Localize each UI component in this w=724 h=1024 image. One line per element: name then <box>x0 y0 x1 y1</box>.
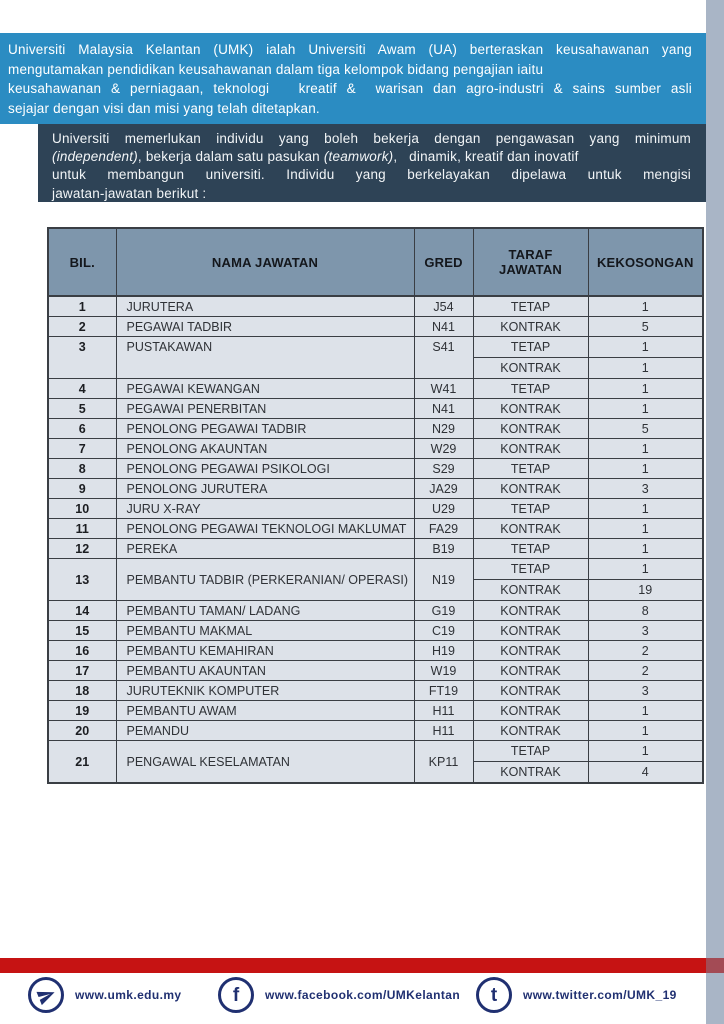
cell-taraf: TETAP <box>473 379 588 399</box>
column-header: TARAF JAWATAN <box>473 228 588 296</box>
cell-nama: PEMBANTU KEMAHIRAN <box>116 641 414 661</box>
table-row <box>48 519 703 539</box>
cell-nama: PEMBANTU AKAUNTAN <box>116 661 414 681</box>
footer-link-label: www.facebook.com/UMKelantan <box>265 988 461 1002</box>
footer-link-label: www.umk.edu.my <box>75 988 182 1002</box>
table-row <box>48 419 703 439</box>
cell-bil: 15 <box>48 621 116 641</box>
twitter-icon: t <box>476 977 512 1013</box>
cell-nama: PENOLONG PEGAWAI PSIKOLOGI <box>116 459 414 479</box>
cell-gred: C19 <box>414 621 473 641</box>
requirement-note-line: (independent), bekerja dalam satu pasukan (teamwork), dinamik, kreatif dan inovatif <box>52 149 579 165</box>
cell-bil: 1 <box>48 296 116 317</box>
footer-link[interactable] <box>476 977 677 1013</box>
cell-bil: 19 <box>48 701 116 721</box>
cell-taraf: TETAP <box>473 499 588 519</box>
table-row <box>48 439 703 459</box>
footer-link-label: www.twitter.com/UMK_19 <box>523 988 677 1002</box>
cell-kekosongan: 5 <box>588 419 703 439</box>
cell-bil: 16 <box>48 641 116 661</box>
column-header: BIL. <box>48 228 116 296</box>
table-row <box>48 601 703 621</box>
cell-gred: W29 <box>414 439 473 459</box>
cell-kekosongan: 1 <box>588 399 703 419</box>
cell-gred: U29 <box>414 499 473 519</box>
cell-taraf: KONTRAK <box>473 601 588 621</box>
cell-bil: 8 <box>48 459 116 479</box>
cell-bil: 2 <box>48 317 116 337</box>
requirement-note-line: untuk membangun universiti. Individu yang berkelayakan dipelawa untuk mengisi <box>52 167 691 183</box>
cell-taraf: KONTRAK <box>473 479 588 499</box>
cell-gred: N29 <box>414 419 473 439</box>
cell-gred: W41 <box>414 379 473 399</box>
cell-bil: 12 <box>48 539 116 559</box>
cell-gred: H11 <box>414 701 473 721</box>
cell-nama: PENGAWAL KESELAMATAN <box>116 741 414 784</box>
cell-nama: PEGAWAI TADBIR <box>116 317 414 337</box>
cell-kekosongan: 1 <box>588 499 703 519</box>
cell-kekosongan: 1 <box>588 559 703 580</box>
cell-kekosongan: 3 <box>588 479 703 499</box>
cell-gred: N41 <box>414 317 473 337</box>
table-row <box>48 379 703 399</box>
cell-taraf: TETAP <box>473 337 588 358</box>
requirement-note <box>38 124 707 202</box>
table-row <box>48 539 703 559</box>
table-row <box>48 721 703 741</box>
cell-taraf: KONTRAK <box>473 641 588 661</box>
cell-gred: N41 <box>414 399 473 419</box>
cell-taraf: KONTRAK <box>473 317 588 337</box>
intro-banner-line: sejajar dengan visi dan misi yang telah ditetapkan. <box>8 100 320 116</box>
cell-gred: N19 <box>414 559 473 601</box>
page-edge-strip-red-overlap <box>706 958 724 973</box>
cell-nama: PENOLONG PEGAWAI TADBIR <box>116 419 414 439</box>
cell-taraf: KONTRAK <box>473 419 588 439</box>
cell-taraf: TETAP <box>473 539 588 559</box>
cell-bil: 11 <box>48 519 116 539</box>
cell-kekosongan: 4 <box>588 762 703 784</box>
cell-nama: JURUTEKNIK KOMPUTER <box>116 681 414 701</box>
cell-gred: FA29 <box>414 519 473 539</box>
cell-gred: B19 <box>414 539 473 559</box>
cell-nama: PEMBANTU TADBIR (PERKERANIAN/ OPERASI) <box>116 559 414 601</box>
cell-kekosongan: 5 <box>588 317 703 337</box>
intro-banner <box>0 33 707 124</box>
table-row <box>48 559 703 580</box>
table-row <box>48 296 703 317</box>
cell-gred: S41 <box>414 337 473 379</box>
cell-nama: PEREKA <box>116 539 414 559</box>
cell-kekosongan: 2 <box>588 641 703 661</box>
cell-gred: KP11 <box>414 741 473 784</box>
cell-bil: 20 <box>48 721 116 741</box>
cell-kekosongan: 1 <box>588 379 703 399</box>
cell-gred: H19 <box>414 641 473 661</box>
intro-banner-line: keusahawanan & perniagaan, teknologi kreatif & warisan dan agro-industri & sains sumber asli <box>8 81 692 96</box>
cell-kekosongan: 3 <box>588 681 703 701</box>
column-header: NAMA JAWATAN <box>116 228 414 296</box>
table-row <box>48 681 703 701</box>
cell-taraf: KONTRAK <box>473 721 588 741</box>
cell-nama: PEMANDU <box>116 721 414 741</box>
table-row <box>48 641 703 661</box>
cell-bil: 21 <box>48 741 116 784</box>
cell-bil: 18 <box>48 681 116 701</box>
cell-kekosongan: 3 <box>588 621 703 641</box>
cell-gred: J54 <box>414 296 473 317</box>
cell-bil: 10 <box>48 499 116 519</box>
cell-kekosongan: 1 <box>588 721 703 741</box>
cell-bil: 17 <box>48 661 116 681</box>
cell-bil: 14 <box>48 601 116 621</box>
cell-nama: PENOLONG AKAUNTAN <box>116 439 414 459</box>
table-row <box>48 459 703 479</box>
cell-bil: 7 <box>48 439 116 459</box>
cell-nama: PEMBANTU MAKMAL <box>116 621 414 641</box>
cell-bil: 9 <box>48 479 116 499</box>
paper-plane-icon <box>28 977 64 1013</box>
cell-kekosongan: 2 <box>588 661 703 681</box>
cell-taraf: TETAP <box>473 459 588 479</box>
table-row <box>48 399 703 419</box>
cell-kekosongan: 1 <box>588 519 703 539</box>
cell-gred: S29 <box>414 459 473 479</box>
vacancy-table <box>47 227 704 784</box>
footer-links <box>0 977 706 1017</box>
column-header: GRED <box>414 228 473 296</box>
cell-nama: PUSTAKAWAN <box>116 337 414 379</box>
cell-nama: PENOLONG PEGAWAI TEKNOLOGI MAKLUMAT <box>116 519 414 539</box>
column-header: KEKOSONGAN <box>588 228 703 296</box>
intro-banner-line: Universiti Malaysia Kelantan (UMK) ialah Universiti Awam (UA) berteraskan keusahawanan yang <box>8 42 692 57</box>
cell-kekosongan: 1 <box>588 358 703 379</box>
cell-bil: 13 <box>48 559 116 601</box>
cell-bil: 5 <box>48 399 116 419</box>
cell-nama: PENOLONG JURUTERA <box>116 479 414 499</box>
page-edge-strip <box>706 0 724 1024</box>
cell-kekosongan: 1 <box>588 459 703 479</box>
table-header-row <box>48 228 703 296</box>
cell-kekosongan: 1 <box>588 539 703 559</box>
footer-link[interactable] <box>218 977 460 1013</box>
cell-taraf: KONTRAK <box>473 519 588 539</box>
cell-gred: W19 <box>414 661 473 681</box>
cell-nama: JURU X-RAY <box>116 499 414 519</box>
cell-taraf: KONTRAK <box>473 701 588 721</box>
table-row <box>48 317 703 337</box>
cell-kekosongan: 19 <box>588 580 703 601</box>
cell-gred: FT19 <box>414 681 473 701</box>
cell-bil: 3 <box>48 337 116 379</box>
table-row <box>48 621 703 641</box>
cell-taraf: TETAP <box>473 296 588 317</box>
cell-bil: 6 <box>48 419 116 439</box>
table-row <box>48 701 703 721</box>
cell-taraf: TETAP <box>473 559 588 580</box>
cell-taraf: KONTRAK <box>473 580 588 601</box>
requirement-note-line: Universiti memerlukan individu yang boleh bekerja dengan pengawasan yang minimum <box>52 131 691 146</box>
cell-kekosongan: 8 <box>588 601 703 621</box>
cell-gred: G19 <box>414 601 473 621</box>
cell-kekosongan: 1 <box>588 439 703 459</box>
cell-taraf: KONTRAK <box>473 661 588 681</box>
table-row <box>48 661 703 681</box>
table-row <box>48 479 703 499</box>
table-row <box>48 499 703 519</box>
requirement-note-line: jawatan-jawatan berikut : <box>52 185 207 201</box>
table-row <box>48 741 703 762</box>
cell-nama: PEMBANTU AWAM <box>116 701 414 721</box>
cell-kekosongan: 1 <box>588 701 703 721</box>
intro-banner-line: mengutamakan pendidikan keusahawanan dalam tiga kelompok bidang pengajian iaitu <box>8 61 544 77</box>
cell-taraf: KONTRAK <box>473 358 588 379</box>
footer-link[interactable] <box>28 977 182 1013</box>
cell-nama: JURUTERA <box>116 296 414 317</box>
cell-taraf: KONTRAK <box>473 621 588 641</box>
cell-gred: JA29 <box>414 479 473 499</box>
cell-kekosongan: 1 <box>588 337 703 358</box>
cell-kekosongan: 1 <box>588 296 703 317</box>
footer-red-bar <box>0 958 706 973</box>
cell-taraf: KONTRAK <box>473 681 588 701</box>
cell-bil: 4 <box>48 379 116 399</box>
cell-kekosongan: 1 <box>588 741 703 762</box>
cell-nama: PEGAWAI KEWANGAN <box>116 379 414 399</box>
facebook-icon: f <box>218 977 254 1013</box>
cell-taraf: KONTRAK <box>473 762 588 784</box>
cell-taraf: KONTRAK <box>473 439 588 459</box>
table-row <box>48 337 703 358</box>
cell-nama: PEMBANTU TAMAN/ LADANG <box>116 601 414 621</box>
cell-taraf: KONTRAK <box>473 399 588 419</box>
cell-nama: PEGAWAI PENERBITAN <box>116 399 414 419</box>
cell-gred: H11 <box>414 721 473 741</box>
cell-taraf: TETAP <box>473 741 588 762</box>
